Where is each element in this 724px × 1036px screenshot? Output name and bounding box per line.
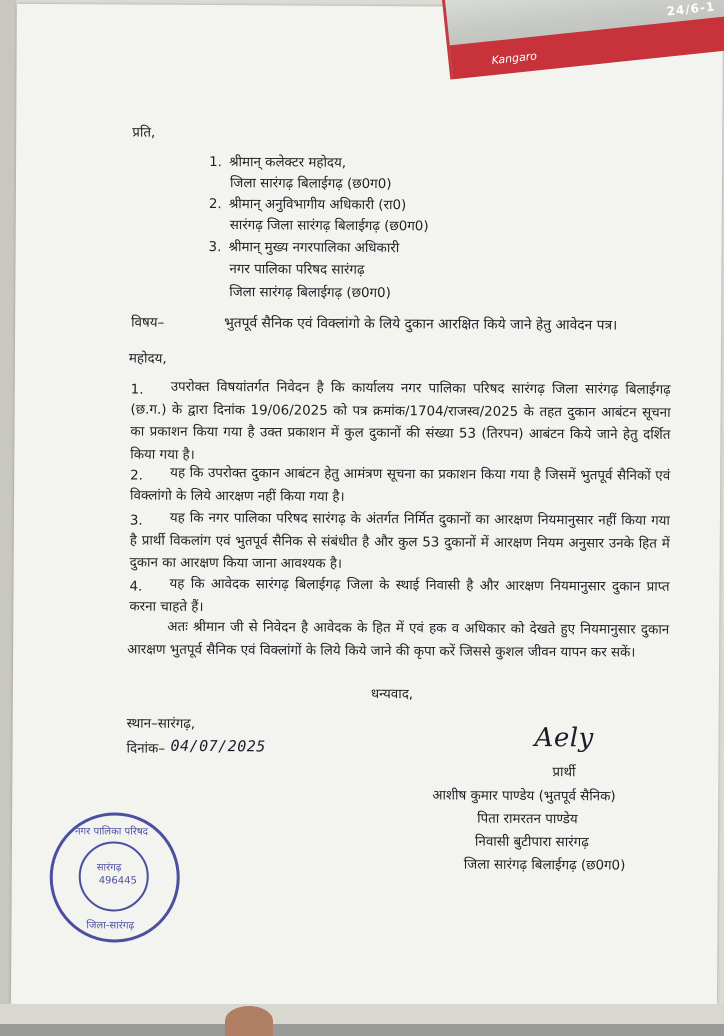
finger-tip — [225, 1006, 273, 1036]
recipient-2-number: 2. — [208, 197, 222, 213]
point-3-number: 3. — [129, 513, 143, 529]
recipient-3-number: 3. — [208, 240, 222, 256]
bottom-page-strip — [0, 1004, 724, 1024]
recipient-1-line-2: जिला सारंगढ़ बिलाईगढ़ (छ0ग0) — [229, 176, 392, 193]
box-brand: Kangaro — [490, 49, 538, 68]
stamp-text-pin: 496445 — [98, 875, 137, 887]
date-label: दिनांक– — [126, 741, 166, 757]
point-4-text: यह कि आवेदक सारंगढ़ बिलाईगढ़ जिला के स्थाई निवासी है और आरक्षण नियमानुसार दुकान प्राप्त करना चाहते हैं। — [129, 576, 670, 615]
box-label: 24/6-1 — [665, 0, 716, 19]
subject-label: विषय– — [131, 315, 165, 331]
recipient-1-number: 1. — [209, 155, 222, 171]
recipient-3-line-1: श्रीमान् मुख्य नगरपालिका अधिकारी — [228, 240, 400, 257]
applicant-residence: निवासी बुटीपारा सारंगढ़ — [474, 834, 589, 851]
letter-sheet — [11, 4, 723, 1008]
applicant-name: आशीष कुमार पाण्डेय (भुतपूर्व सैनिक) — [432, 788, 616, 805]
thanks: धन्यवाद, — [370, 687, 414, 703]
point-1-number: 1. — [130, 382, 144, 398]
point-2-number: 2. — [130, 468, 144, 484]
point-3-text: यह कि नगर पालिका परिषद सारंगढ़ के अंतर्गत निर्मित दुकानों का आरक्षण नियमानुसार नहीं किया गया है प्रार्थी विकलांग एवं भुतपूर्व सैनिक से संबंधीत है और कुल 53 दुकानों में आरक्षण नियम अनुसार उनके हित में दुकान का आरक्षण किया जाना आवश्यक है। — [129, 510, 670, 572]
place-label: स्थान–सारंगढ़, — [126, 716, 196, 732]
point-1-text: उपरोक्त विषयांतर्गत निवेदन है कि कार्यालय नगर पालिका परिषद सारंगढ़ जिला सारंगढ़ बिलाईगढ़ (छ.ग.) के द्वारा दिनांक 19/06/2025 को पत्र क्रमांक/1704/राजस्व/2025 के तहत दुकान आबंटन सूचना का प्रकाशन किया गया है उक्त प्रकाशन में कुल दुकानों की संख्या 53 (तिरपन) आबंटन किये जाने हेतु दर्शित किया गया है। — [130, 379, 671, 463]
point-4-number: 4. — [129, 579, 143, 595]
office-stamp — [49, 812, 180, 943]
point-2-text: यह कि उपरोक्त दुकान आबंटन हेतु आमंत्रण सूचना का प्रकाशन किया गया है जिसमें भुतपूर्व सैनिकों एवं विक्लांगो के लिये आरक्षण नहीं किया गया है। — [130, 465, 671, 505]
greeting: महोदय, — [128, 351, 167, 367]
signature: Aely — [534, 723, 594, 754]
stamp-text-top: नगर पालिका परिषद — [74, 826, 149, 838]
recipient-3-line-2: नगर पालिका परिषद सारंगढ़ — [229, 262, 365, 278]
stamp-text-bottom: जिला-सारंगढ़ — [86, 920, 135, 932]
recipient-1-line-1: श्रीमान् कलेक्टर महोदय, — [229, 155, 347, 171]
stamp-text-center: सारंगढ़ — [96, 862, 122, 874]
applicant-label: प्रार्थी — [552, 765, 576, 781]
applicant-district: जिला सारंगढ़ बिलाईगढ़ (छ0ग0) — [463, 857, 626, 874]
date-handwritten: 04/07/2025 — [170, 736, 266, 756]
applicant-father: पिता रामरतन पाण्डेय — [477, 811, 578, 828]
salutation-to: प्रति, — [132, 125, 156, 141]
closing-paragraph: अतः श्रीमान जी से निवेदन है आवेदक के हित में एवं हक व अधिकार को देखते हुए नियमानुसार दुकान आरक्षण भुतपूर्व सैनिक एवं विक्लांगों के लिये किये जाने की कृपा करें जिससे कुशल जीवन यापन कर सकें। — [127, 619, 670, 661]
subject-text: भुतपूर्व सैनिक एवं विक्लांगो के लिये दुकान आरक्षित किये जाने हेतु आवेदन पत्र। — [224, 315, 618, 334]
recipient-3-line-3: जिला सारंगढ़ बिलाईगढ़ (छ0ग0) — [229, 285, 391, 302]
recipient-2-line-2: सारंगढ़ जिला सारंगढ़ बिलाईगढ़ (छ0ग0) — [229, 218, 429, 235]
recipient-2-line-1: श्रीमान् अनुविभागीय अधिकारी (रा0) — [228, 197, 407, 214]
